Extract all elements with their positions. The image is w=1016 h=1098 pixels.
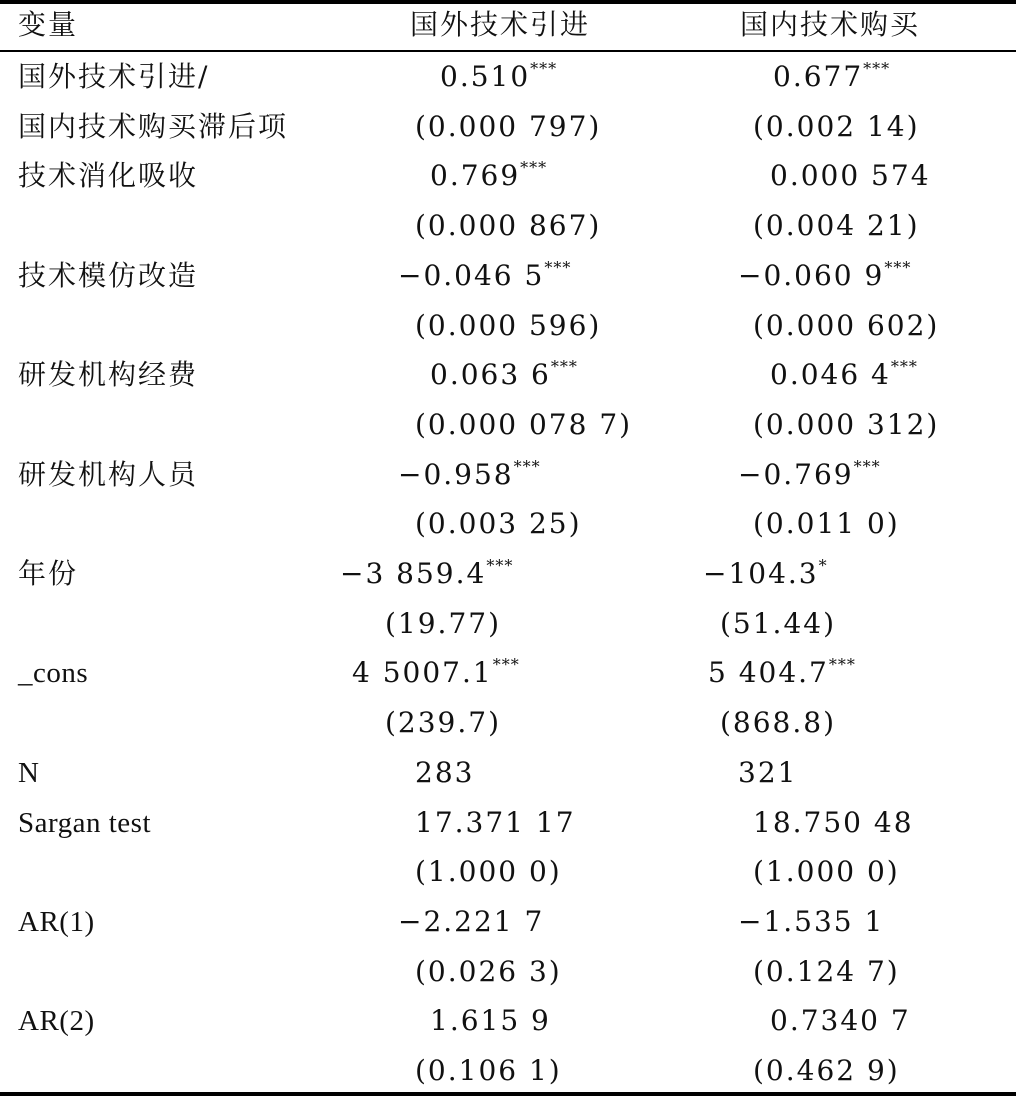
table-row [0, 748, 1016, 798]
table-row [0, 450, 1016, 500]
foreign-tech-value [430, 358, 578, 392]
domestic-tech-value [738, 905, 884, 939]
foreign-tech-value [340, 557, 513, 591]
cell-value: 0.046 4 [770, 358, 891, 392]
cell-value: −0.958 [398, 457, 514, 491]
cell-value: (1.000 0) [753, 855, 900, 889]
row-label: 年份 [18, 557, 79, 590]
foreign-tech-value [415, 955, 562, 989]
cell-value: (0.000 078 7) [415, 407, 633, 441]
table-row [0, 798, 1016, 848]
cell-value: 0.7340 7 [770, 1004, 911, 1038]
row-label: Sargan test [18, 806, 152, 839]
table-row [0, 698, 1016, 748]
cell-value: 4 5007.1 [352, 656, 493, 690]
table-row [0, 52, 1016, 102]
foreign-tech-value [415, 309, 601, 343]
foreign-tech-value [440, 60, 557, 94]
table-row [0, 151, 1016, 201]
cell-value: 0.510 [440, 60, 531, 93]
significance-stars: *** [513, 456, 541, 476]
cell-value: (0.000 602) [753, 308, 940, 342]
table-row [0, 499, 1016, 549]
domestic-tech-value [703, 557, 828, 591]
cell-value: (0.000 312) [753, 407, 940, 441]
significance-stars: *** [550, 357, 578, 377]
cell-value: −0.769 [738, 457, 854, 491]
domestic-tech-value [753, 507, 900, 541]
cell-value: (0.124 7) [753, 954, 900, 988]
significance-stars: *** [544, 257, 572, 277]
significance-stars: *** [492, 655, 520, 675]
header-variable: 变量 [18, 8, 79, 41]
table-header [0, 0, 1016, 50]
cell-value: (51.44) [720, 606, 837, 640]
row-label: _cons [18, 657, 89, 690]
domestic-tech-value [753, 806, 914, 840]
row-label: 国内技术购买滞后项 [18, 109, 289, 143]
cell-value: 283 [415, 755, 475, 789]
cell-value: (0.002 14) [753, 109, 920, 143]
cell-value: −0.060 9 [738, 258, 885, 292]
cell-value: 0.677 [773, 60, 864, 93]
row-label: 研发机构经费 [18, 358, 199, 392]
cell-value: 0.063 6 [430, 358, 551, 392]
domestic-tech-value [753, 209, 920, 243]
foreign-tech-value [415, 408, 632, 442]
domestic-tech-value [738, 756, 797, 790]
cell-value: (239.7) [385, 706, 502, 740]
table-row [0, 996, 1016, 1046]
foreign-tech-value [398, 905, 544, 939]
cell-value: −2.221 7 [398, 904, 545, 938]
table-row [0, 1046, 1016, 1096]
cell-value: 0.769 [430, 159, 521, 193]
foreign-tech-value [415, 110, 601, 144]
table-row [0, 350, 1016, 400]
cell-value: (0.026 3) [415, 954, 562, 988]
table-row [0, 301, 1016, 351]
row-label: N [18, 756, 40, 789]
foreign-tech-value [398, 458, 541, 492]
domestic-tech-value [770, 358, 918, 392]
row-label: 技术消化吸收 [18, 159, 199, 193]
row-label: AR(2) [18, 1005, 95, 1038]
cell-value: 17.371 17 [415, 805, 576, 839]
domestic-tech-value [753, 110, 920, 144]
cell-value: −3 859.4 [340, 557, 487, 590]
table-row [0, 947, 1016, 997]
cell-value: 1.615 9 [430, 1004, 551, 1038]
cell-value: 0.000 574 [770, 159, 931, 193]
foreign-tech-value [415, 855, 562, 889]
domestic-tech-value [720, 706, 836, 740]
cell-value: (0.004 21) [753, 209, 920, 243]
table-row [0, 549, 1016, 599]
domestic-tech-value [753, 955, 900, 989]
row-label: 研发机构人员 [18, 457, 199, 491]
foreign-tech-value [352, 656, 520, 690]
significance-stars: *** [884, 257, 912, 277]
row-label: 技术模仿改造 [18, 258, 199, 292]
foreign-tech-value [430, 159, 547, 193]
cell-value: (0.462 9) [753, 1054, 900, 1087]
domestic-tech-value [753, 408, 939, 442]
cell-value: 18.750 48 [753, 805, 914, 839]
table-row [0, 102, 1016, 152]
cell-value: 5 404.7 [708, 656, 829, 690]
cell-value: (19.77) [385, 606, 502, 640]
domestic-tech-value [738, 259, 911, 293]
table-row [0, 400, 1016, 450]
foreign-tech-value [385, 607, 501, 641]
cell-value: (0.011 0) [753, 507, 900, 541]
table-row [0, 897, 1016, 947]
significance-stars: *** [890, 357, 918, 377]
table-row [0, 599, 1016, 649]
cell-value: (1.000 0) [415, 855, 562, 889]
significance-stars: *** [853, 456, 881, 476]
foreign-tech-value [430, 1004, 551, 1038]
domestic-tech-value [770, 1004, 911, 1038]
cell-value: −0.046 5 [398, 258, 545, 292]
domestic-tech-value [708, 656, 856, 690]
domestic-tech-value [738, 458, 881, 492]
significance-stars: *** [486, 556, 514, 575]
row-label: AR(1) [18, 905, 95, 938]
table-bottom-rule [0, 1092, 1016, 1096]
foreign-tech-value [415, 1054, 562, 1088]
cell-value: −1.535 1 [738, 904, 885, 938]
domestic-tech-value [773, 60, 890, 94]
cell-value: (0.000 596) [415, 308, 602, 342]
cell-value: 321 [738, 755, 798, 789]
foreign-tech-value [398, 259, 571, 293]
significance-stars: *** [863, 59, 891, 78]
foreign-tech-value [415, 209, 601, 243]
domestic-tech-value [753, 309, 939, 343]
foreign-tech-value [415, 756, 474, 790]
significance-stars: *** [530, 59, 558, 78]
table-row [0, 251, 1016, 301]
table-row [0, 648, 1016, 698]
cell-value: −104.3 [703, 557, 819, 590]
header-domestic-tech: 国内技术购买 [739, 8, 920, 41]
cell-value: (0.000 797) [415, 109, 602, 143]
table-row [0, 847, 1016, 897]
foreign-tech-value [385, 706, 501, 740]
foreign-tech-value [415, 806, 576, 840]
domestic-tech-value [720, 607, 836, 641]
table-row [0, 201, 1016, 251]
domestic-tech-value [753, 855, 900, 889]
row-label: 国外技术引进/ [18, 60, 210, 93]
cell-value: (868.8) [720, 706, 837, 740]
significance-stars: * [818, 556, 828, 575]
domestic-tech-value [770, 159, 931, 193]
significance-stars: *** [828, 655, 856, 675]
header-foreign-tech: 国外技术引进 [409, 8, 590, 41]
domestic-tech-value [753, 1054, 900, 1088]
cell-value: (0.003 25) [415, 507, 582, 541]
significance-stars: *** [520, 158, 548, 178]
cell-value: (0.106 1) [415, 1054, 562, 1087]
foreign-tech-value [415, 507, 582, 541]
cell-value: (0.000 867) [415, 209, 602, 243]
